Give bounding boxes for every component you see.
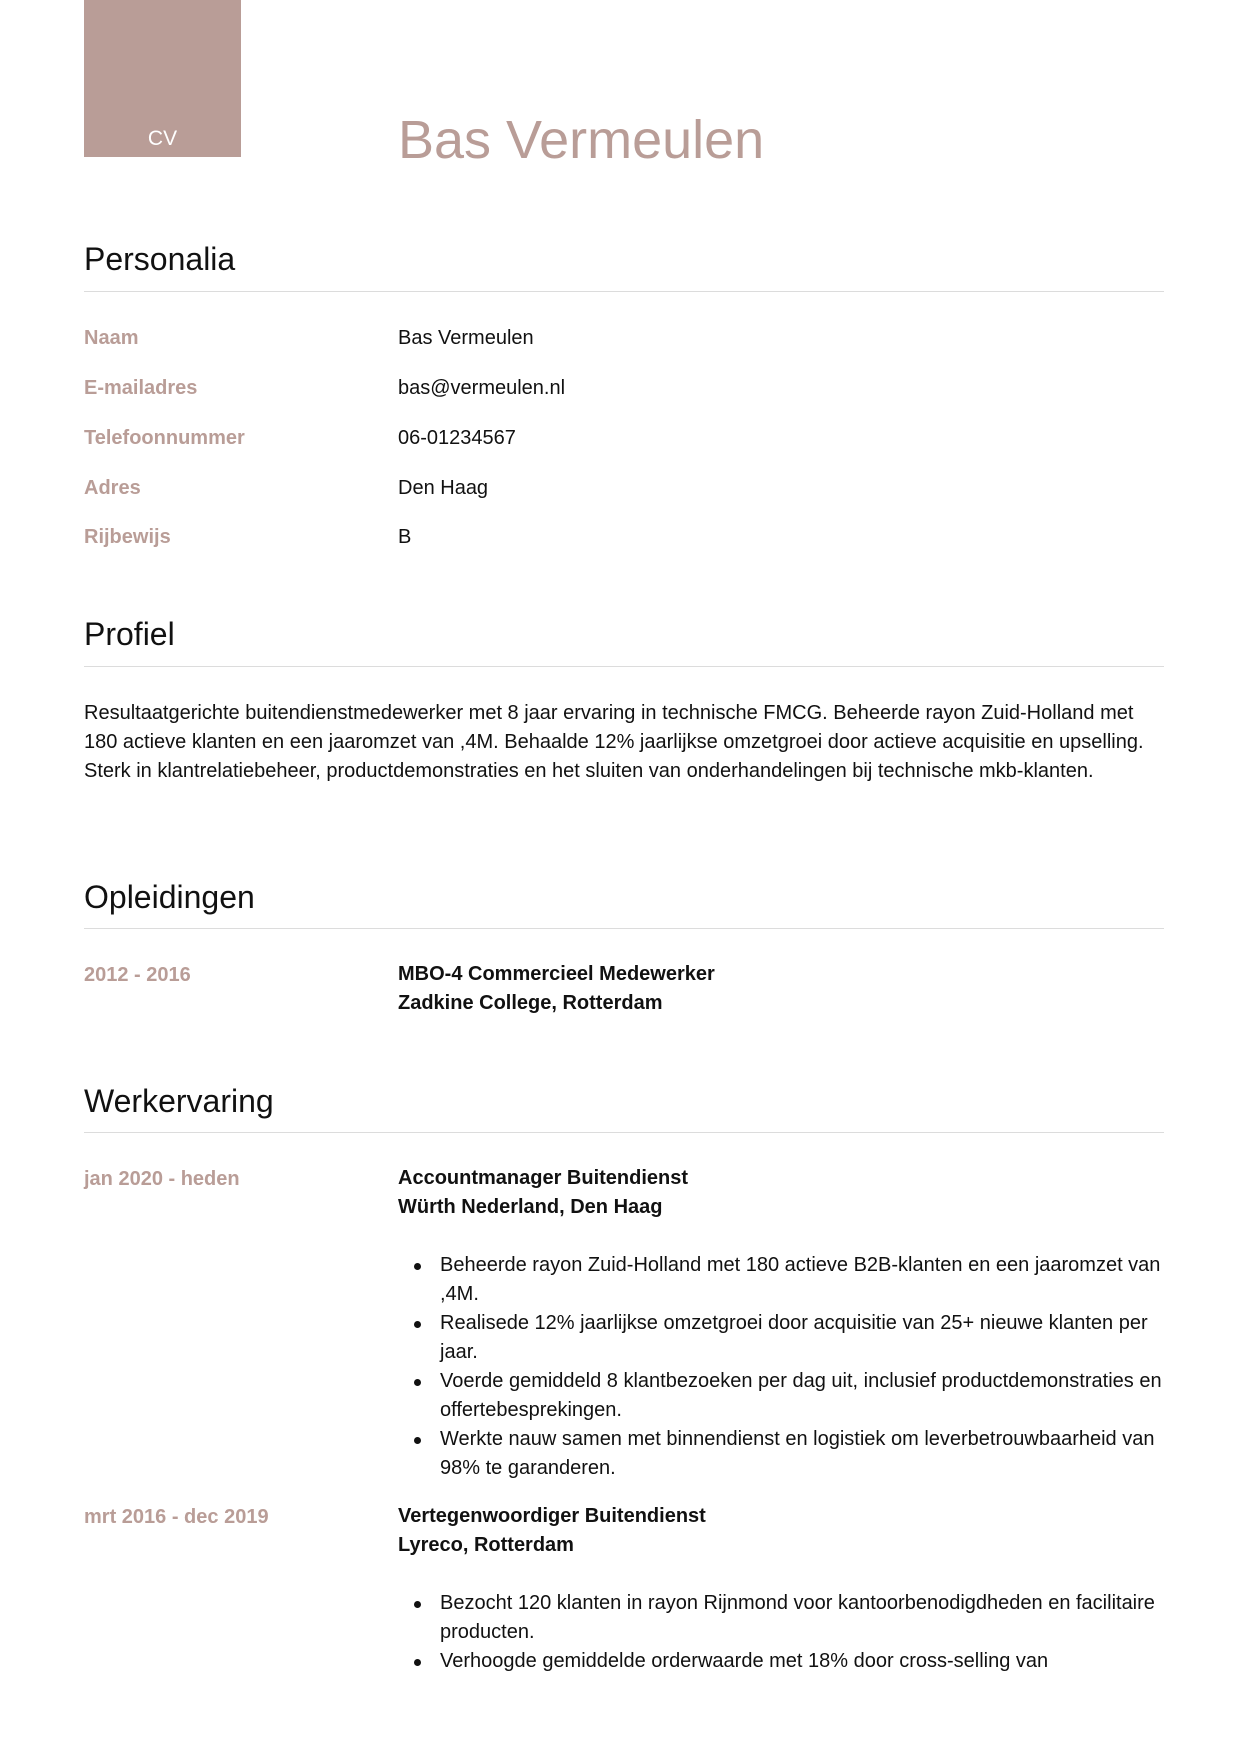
education-school: Zadkine College, Rotterdam xyxy=(398,992,663,1014)
value-rijbewijs: B xyxy=(398,526,412,548)
label-email: E-mailadres xyxy=(84,377,198,399)
value-adres: Den Haag xyxy=(398,477,489,499)
section-title-profiel: Profiel xyxy=(84,616,175,652)
section-title-personalia: Personalia xyxy=(84,241,236,277)
value-email: bas@vermeulen.nl xyxy=(398,377,566,399)
section-title-opleidingen: Opleidingen xyxy=(84,879,255,915)
cv-badge-label: CV xyxy=(147,127,178,150)
document-title: Bas Vermeulen xyxy=(398,110,765,170)
section-divider xyxy=(84,1132,1164,1133)
profile-text: Resultaatgerichte buitendienstmedewerker met 8 jaar ervaring in technische FMCG. Beheerde rayon Zuid-Holland met 180 actieve klanten en een jaaromzet van ,4M. Behaalde 12% jaarlijkse omzetgroei door actieve acquisitie en upselling. Sterk in klantrelatiebeheer, productdemonstraties en het sluiten van onderhandelingen bij technische mkb-klanten. xyxy=(84,702,1144,782)
section-divider xyxy=(84,928,1164,929)
list-item: Bezocht 120 klanten in rayon Rijnmond voor kantoorbenodigdheden en facilitaire producten. xyxy=(398,1589,1170,1647)
education-period: 2012 - 2016 xyxy=(84,964,191,986)
label-naam: Naam xyxy=(84,327,139,349)
job-bullets xyxy=(398,1251,1170,1483)
list-item: Realisede 12% jaarlijkse omzetgroei door acquisitie van 25+ nieuwe klanten per jaar. xyxy=(398,1309,1170,1367)
label-adres: Adres xyxy=(84,477,141,499)
job-period: jan 2020 - heden xyxy=(84,1168,240,1190)
job-bullets xyxy=(398,1589,1170,1676)
job-role: Vertegenwoordiger Buitendienst xyxy=(398,1505,706,1527)
section-divider xyxy=(84,291,1164,292)
list-item: Verhoogde gemiddelde orderwaarde met 18% door cross-selling van xyxy=(398,1647,1170,1676)
job-role: Accountmanager Buitendienst xyxy=(398,1167,689,1189)
list-item: Werkte nauw samen met binnendienst en logistiek om leverbetrouwbaarheid van 98% te garanderen. xyxy=(398,1425,1170,1483)
value-naam: Bas Vermeulen xyxy=(398,327,534,349)
list-item: Voerde gemiddeld 8 klantbezoeken per dag uit, inclusief productdemonstraties en offertebesprekingen. xyxy=(398,1367,1170,1425)
section-divider xyxy=(84,666,1164,667)
value-telefoon: 06-01234567 xyxy=(398,427,516,449)
cv-badge xyxy=(84,0,241,157)
job-company: Würth Nederland, Den Haag xyxy=(398,1196,663,1218)
label-telefoon: Telefoonnummer xyxy=(84,427,245,449)
education-degree: MBO-4 Commercieel Medewerker xyxy=(398,963,715,985)
list-item: Beheerde rayon Zuid-Holland met 180 actieve B2B-klanten en een jaaromzet van ,4M. xyxy=(398,1251,1170,1309)
label-rijbewijs: Rijbewijs xyxy=(84,526,171,548)
section-title-werkervaring: Werkervaring xyxy=(84,1083,274,1119)
job-company: Lyreco, Rotterdam xyxy=(398,1534,574,1556)
job-period: mrt 2016 - dec 2019 xyxy=(84,1506,269,1528)
